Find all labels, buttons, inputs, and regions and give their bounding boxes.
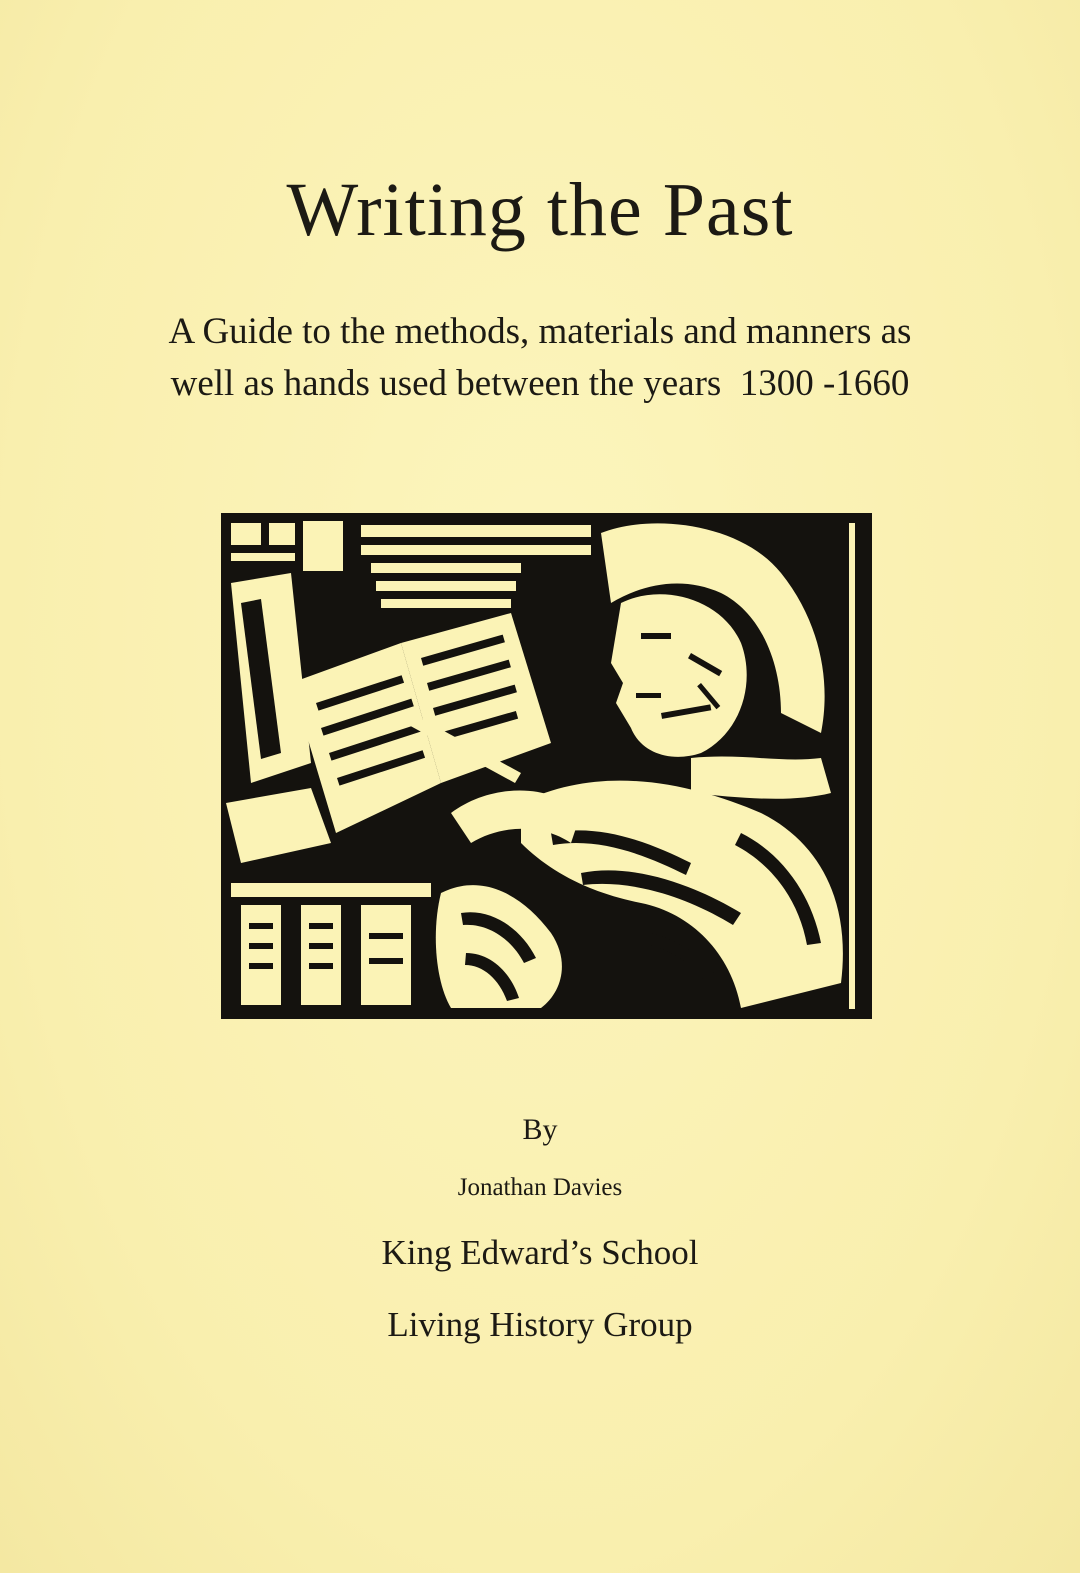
woodcut-scribe-illustration bbox=[221, 513, 872, 1019]
by-label: By bbox=[522, 1113, 558, 1146]
cover-title: Writing the Past bbox=[286, 168, 794, 252]
author-name: Jonathan Davies bbox=[457, 1174, 623, 1201]
subtitle-line-2: well as hands used between the years 1300 -1660 bbox=[170, 363, 910, 404]
cover-subtitle bbox=[50, 306, 1030, 410]
subtitle-line-1: A Guide to the methods, materials and manners as bbox=[168, 311, 912, 352]
organisation-line-2: Living History Group bbox=[387, 1305, 693, 1344]
organisation-line-1: King Edward’s School bbox=[381, 1233, 699, 1272]
